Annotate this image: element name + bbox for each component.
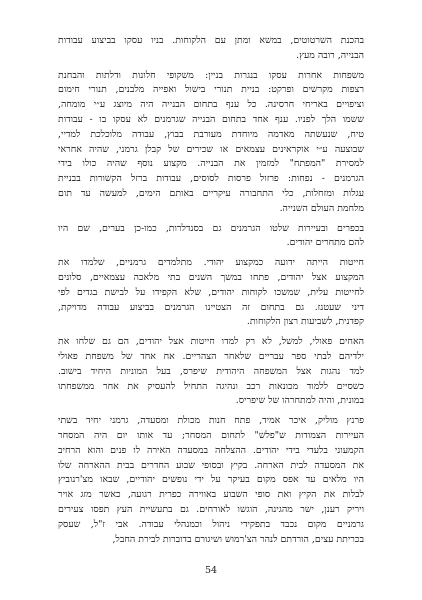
text-line: הגרמנים - נפחות: פרזול פרסות לסוסים, עבודות ברזל הקשורות בבניית xyxy=(58,173,364,185)
text-line: רצפות מקרשים ופרקט: בניית תנורי בישול ואפייה מלבנים, תנורי חימום xyxy=(58,84,364,96)
text-line: הקמעוני בלעדי בידי יהודים. ההצלחה במסעדה האירה לו פנים והוא הרחיב xyxy=(58,444,364,456)
text-line: מלחמת העולם השנייה. xyxy=(279,202,364,214)
text-line: לבלות את הקיץ ואת סופי השבוע באווירה כפרית רגועה, כאשר מזג אויר xyxy=(58,489,364,501)
text-line: היו מלאים עד אפס מקום בעיקר על ידי נופשים יהודיים, שבאו מצ'רנוביץ xyxy=(58,474,364,486)
text-line: בכפרים ובעיירות שלטו הגרמנים גם בסנדלרות, כמו-כן בערים, שם היו xyxy=(58,222,364,234)
text-line: למד נהגות אצל המשפחה היהודית שיפרס, בעל המוניות היחיד בישוב. xyxy=(58,365,364,377)
text-line: גרמניים מקום נכבד בתפקידי ניהול וכמנהלי עבודה. אבי ז"ל, שעסק xyxy=(58,518,364,530)
text-line: העיירות הצמודות ש"פלש" לתחום המסחר; עד אותו יום היה המסחר xyxy=(58,429,364,441)
paragraph xyxy=(58,222,364,252)
text-line: בכריתת עצים, הורדתם לנהר הצ'רמוש ושיגורם בדוברות לבירת החבל, xyxy=(112,533,364,545)
text-line: כשסיים ללמוד מכונאות רכב ונהיגה התחיל להעסיק את אחר ממשפחתו xyxy=(58,380,364,392)
text-line: המקצוע אצל יהודים, פתחו במשך השנים בתי מלאכה עצמאיים, סלונים xyxy=(58,271,364,283)
text-line: טיח, שנעשתה מאדמה מיוחדת מעורבת בבוץ, עבודה מלוכלכת למדיי, xyxy=(58,128,364,140)
text-line: במונית, והיה למתחרהו של שיפריס. xyxy=(235,395,364,407)
paragraph xyxy=(58,335,364,409)
paragraph xyxy=(58,69,364,217)
text-line: את המסעדה לבית הארחה. בקיץ ובסופי שבוע החדרים בבית ההארחה שלו xyxy=(58,459,364,471)
paragraph xyxy=(58,34,364,64)
text-line: משפחות אחרות עסקו בנגרות בניין: משקופי חלונות ודלתות והבחנת xyxy=(58,69,364,81)
text-line: למסירת "המפתח" למזמין את הבנייה. מקצוע נוסף שהיה כולו בידי xyxy=(58,158,364,170)
text-line: ילדיהם לבתי ספר עבריים שלאחר הצהריים. אח אחד של משפחת פאולי xyxy=(58,350,364,362)
text-line: דיני שעטנז. גם בתחום זה הצטיינו הגרמנים בביצוע עבודה מדויקת, xyxy=(58,301,364,313)
text-line: הבנייה, רובה מעץ. xyxy=(296,49,364,61)
text-line: בהכנת השרטוטים, במשא ומתן עם הלקוחות. בניו עסקו בביצוע עבודות xyxy=(58,35,364,46)
text-line: פרנץ מוליק, איכר אמיד, פתח חנות מכולת ומסעדה, גרמני יחיד בשתי xyxy=(58,415,364,427)
paragraph xyxy=(58,256,364,330)
text-line: קפדנית, לשביעות רצון הלקוחות. xyxy=(246,316,364,328)
text-line: עגלות ומזחלות, כלי התחבורה עיקריים באותם הימים, למעשה עד תום xyxy=(58,187,364,199)
text-line: שבוצעה ע״י אוקראינים עצמאים או שכירים של קבלן גרמני, שהיה אחראי xyxy=(58,143,364,155)
text-line: לחייטות עלית, שמשכו לקוחות יהודים, שלא הקפידו על לבישת בגדים לפי xyxy=(58,286,364,298)
text-line: ויריק רענן, ישר מהגינה, הוגשו לאורחים. גם בתעשיית העץ תפסו צעירים xyxy=(58,503,364,515)
text-line: ששמו הלך לפניו. ענף אחד בתחום הבנייה שגרמנים לא עסקו בו - עבודות xyxy=(58,113,364,125)
page-number: 54 xyxy=(204,565,218,576)
text-body xyxy=(58,34,364,552)
text-line: להם מתחרים יהודים. xyxy=(286,237,364,249)
text-line: וציפויים באריחי חרסינה. כל ענף בתחום הבנייה היה מיוצג ע״י מומחה, xyxy=(58,99,364,111)
paragraph xyxy=(58,414,364,547)
text-line: חייטות הייתה ידועה כמקצוע יהודי. מתלמדים גרמניים, שלמדו את xyxy=(58,257,364,269)
text-line: האחים פאולי, למשל, לא רק למדו חייטות אצל יהודים, הם גם שלחו את xyxy=(58,336,364,348)
